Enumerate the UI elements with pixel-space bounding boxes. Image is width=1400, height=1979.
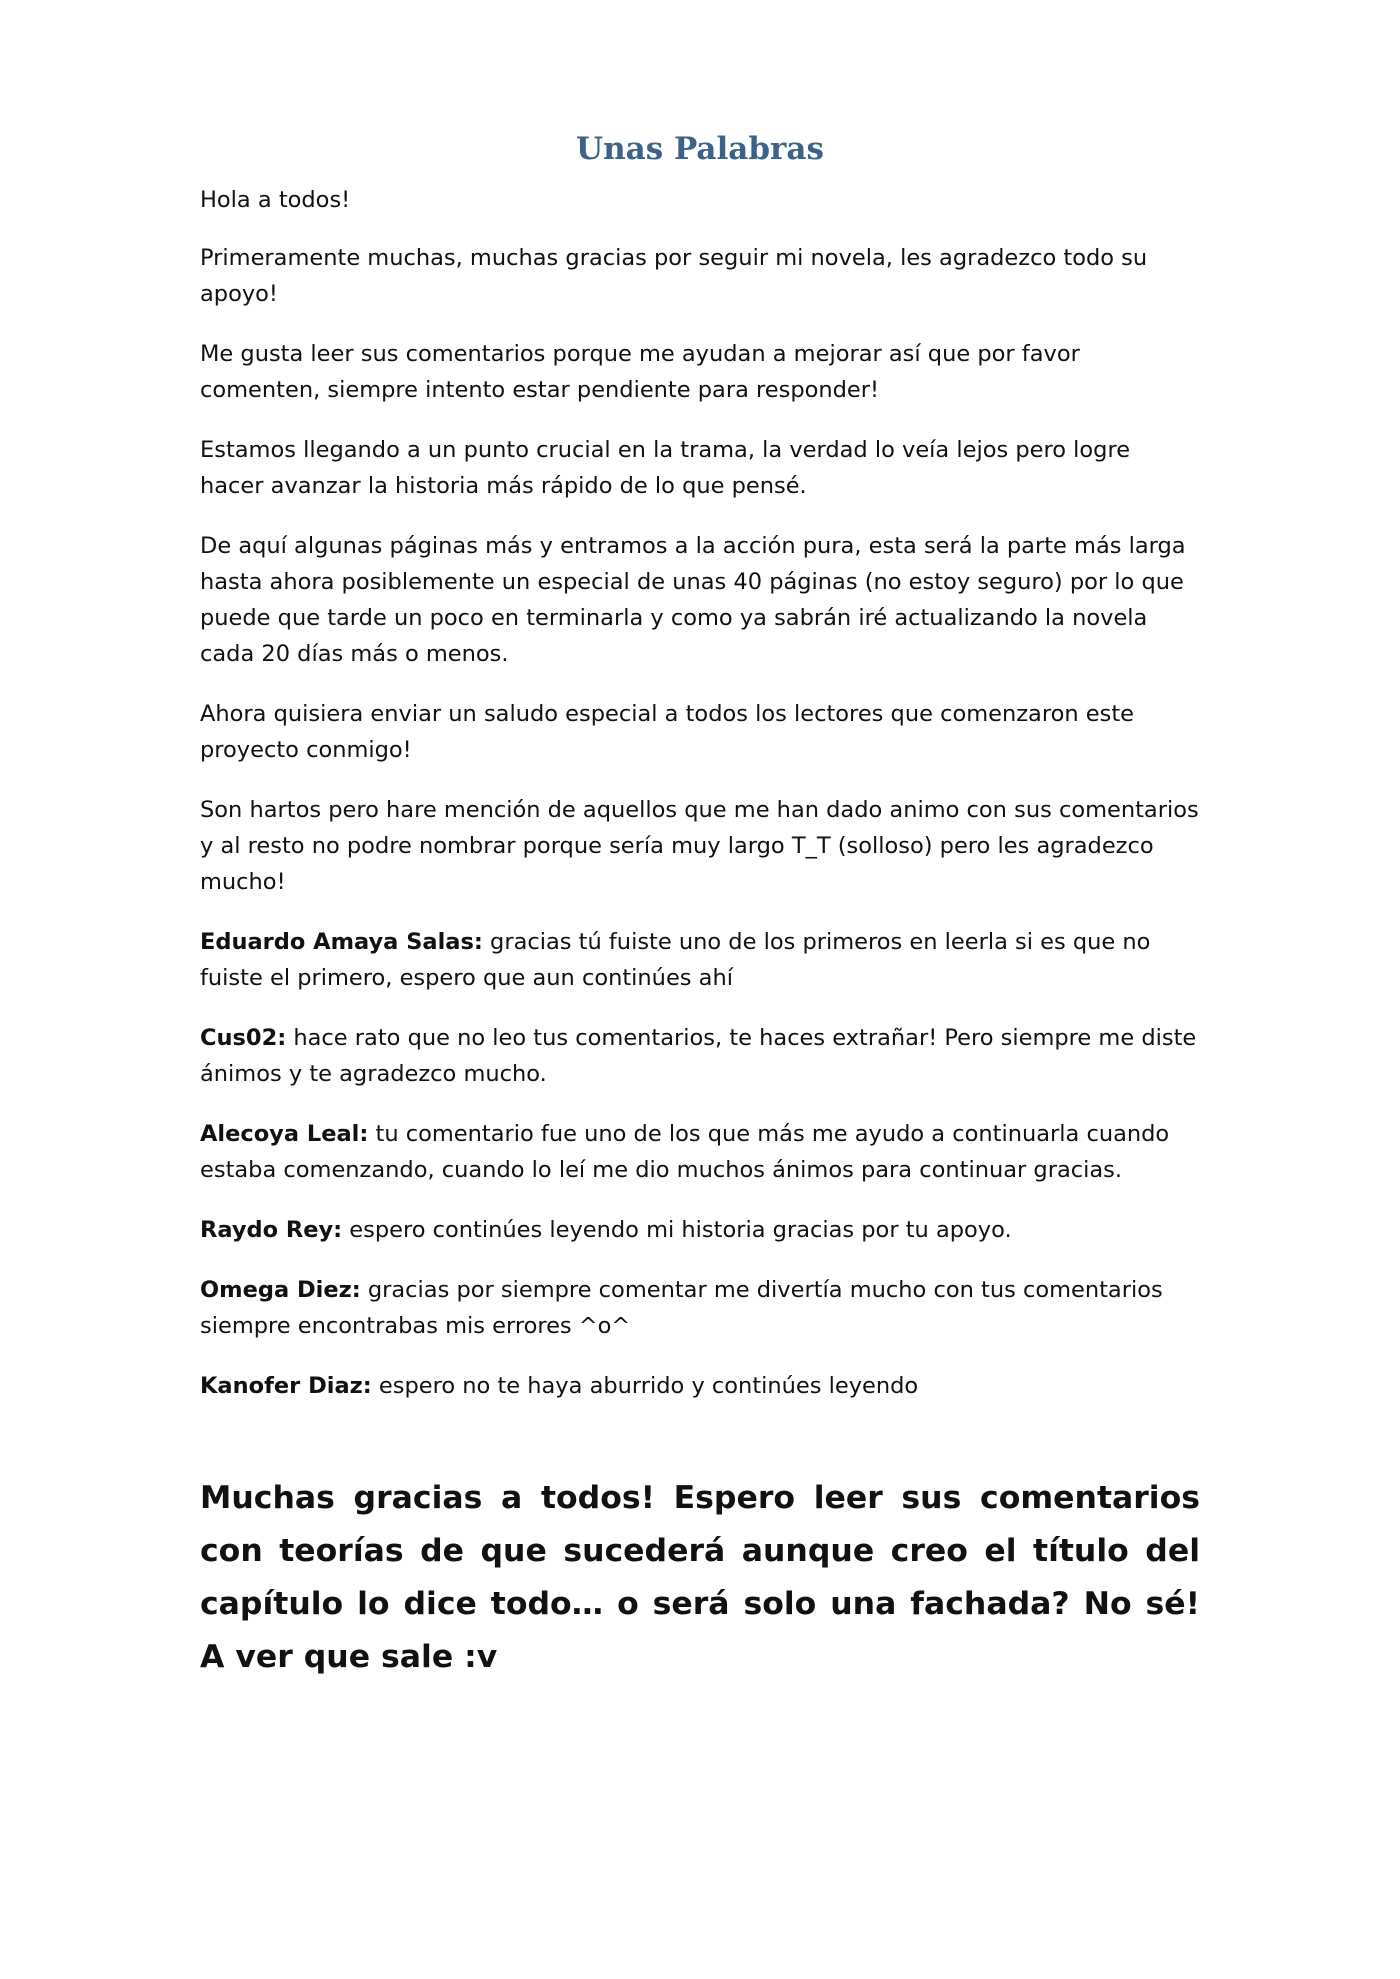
page-title: Unas Palabras (576, 131, 824, 167)
mention-paragraph (200, 924, 1200, 996)
mention-paragraph (200, 1212, 1200, 1248)
mention-text: gracias tú fuiste uno de los primeros en leerla si es que no fuiste el primero, espero que aun continúes ahí (200, 929, 1151, 991)
paragraph-2: Me gusta leer sus comentarios porque me ayudan a mejorar así que por favor comenten, siempre intento estar pendiente para responder! (200, 341, 1080, 403)
mention-name: Eduardo Amaya Salas: (200, 929, 483, 955)
document-page (200, 128, 1200, 1708)
paragraph-1: Primeramente muchas, muchas gracias por seguir mi novela, les agradezco todo su apoyo! (200, 245, 1148, 307)
mention-text: hace rato que no leo tus comentarios, te haces extrañar! Pero siempre me diste ánimos y te agradezco mucho. (200, 1025, 1197, 1087)
mention-name: Alecoya Leal: (200, 1121, 369, 1147)
paragraph-3: Estamos llegando a un punto crucial en la trama, la verdad lo veía lejos pero logre hacer avanzar la historia más rápido de lo que pensé. (200, 437, 1131, 499)
paragraph-5: Ahora quisiera enviar un saludo especial a todos los lectores que comenzaron este proyecto conmigo! (200, 701, 1134, 763)
mention-text: gracias por siempre comentar me divertía mucho con tus comentarios siempre encontrabas mis errores ^o^ (200, 1277, 1163, 1339)
mention-paragraph (200, 1020, 1200, 1092)
mention-paragraph (200, 1368, 1200, 1404)
mention-name: Omega Diez: (200, 1277, 361, 1303)
mention-name: Raydo Rey: (200, 1217, 343, 1243)
greeting: Hola a todos! (200, 187, 351, 213)
mention-paragraph (200, 1116, 1200, 1188)
mention-text: espero no te haya aburrido y continúes leyendo (371, 1373, 919, 1399)
paragraph-6: Son hartos pero hare mención de aquellos que me han dado animo con sus comentarios y al resto no podre nombrar porque sería muy largo T_T (solloso) pero les agradezco mucho! (200, 797, 1199, 895)
mention-name: Kanofer Diaz: (200, 1373, 372, 1399)
paragraph-4: De aquí algunas páginas más y entramos a la acción pura, esta será la parte más larga hasta ahora posiblemente un especial de unas 40 páginas (no estoy seguro) por lo que puede que tarde un poco en terminarla y como ya sabrán iré actualizando la novela cada 20 días más o menos. (200, 533, 1186, 667)
mention-name: Cus02: (200, 1025, 287, 1051)
closing-message: Muchas gracias a todos! Espero leer sus comentarios con teorías de que sucederá aunque creo el título del capítulo lo dice todo… o será solo una fachada? No sé! A ver que sale :v (200, 1480, 1200, 1675)
mention-paragraph (200, 1272, 1200, 1344)
mention-text: espero continúes leyendo mi historia gracias por tu apoyo. (342, 1217, 1012, 1243)
mention-text: tu comentario fue uno de los que más me ayudo a continuarla cuando estaba comenzando, cuando lo leí me dio muchos ánimos para continuar gracias. (200, 1121, 1170, 1183)
